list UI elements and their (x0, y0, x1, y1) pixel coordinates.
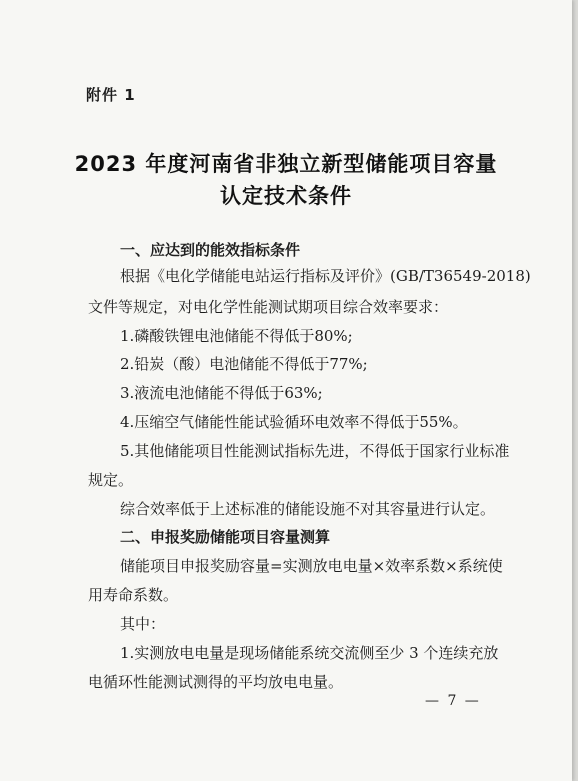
paragraph-line: 储能项目申报奖励容量=实测放电电量×效率系数×系统使 (120, 557, 503, 575)
list-item: 2.铅炭（酸）电池储能不得低于77%; (120, 355, 368, 373)
attachment-label: 附件 1 (86, 86, 136, 104)
paragraph-line: 电循环性能测试测得的平均放电电量。 (88, 673, 344, 691)
list-item: 5.其他储能项目性能测试指标先进，不得低于国家行业标准 (120, 442, 510, 460)
paragraph-line: 规定。 (88, 471, 134, 489)
paragraph-line: 其中： (120, 615, 166, 633)
paragraph-line: 综合效率低于上述标准的储能设施不对其容量进行认定。 (120, 500, 496, 518)
list-item: 1.磷酸铁锂电池储能不得低于80%; (120, 327, 353, 345)
paragraph-line: 用寿命系数。 (88, 586, 179, 604)
section-heading-1: 一、应达到的能效指标条件 (120, 241, 301, 259)
section-heading-2: 二、申报奖励储能项目容量测算 (120, 528, 331, 546)
list-item: 1.实测放电电量是现场储能系统交流侧至少 3 个连续充放 (120, 644, 499, 662)
document-title-line-1: 2023 年度河南省非独立新型储能项目容量 (74, 152, 498, 176)
paragraph-line: 根据《电化学储能电站运行指标及评价》(GB/T36549-2018) (120, 267, 531, 285)
page-number: — 7 — (425, 693, 481, 709)
paragraph-line: 文件等规定，对电化学性能测试期项目综合效率要求： (88, 298, 449, 316)
list-item: 3.液流电池储能不得低于63%; (120, 384, 323, 402)
list-item: 4.压缩空气储能性能试验循环电效率不得低于55%。 (120, 413, 468, 431)
document-title-line-2: 认定技术条件 (220, 184, 352, 208)
